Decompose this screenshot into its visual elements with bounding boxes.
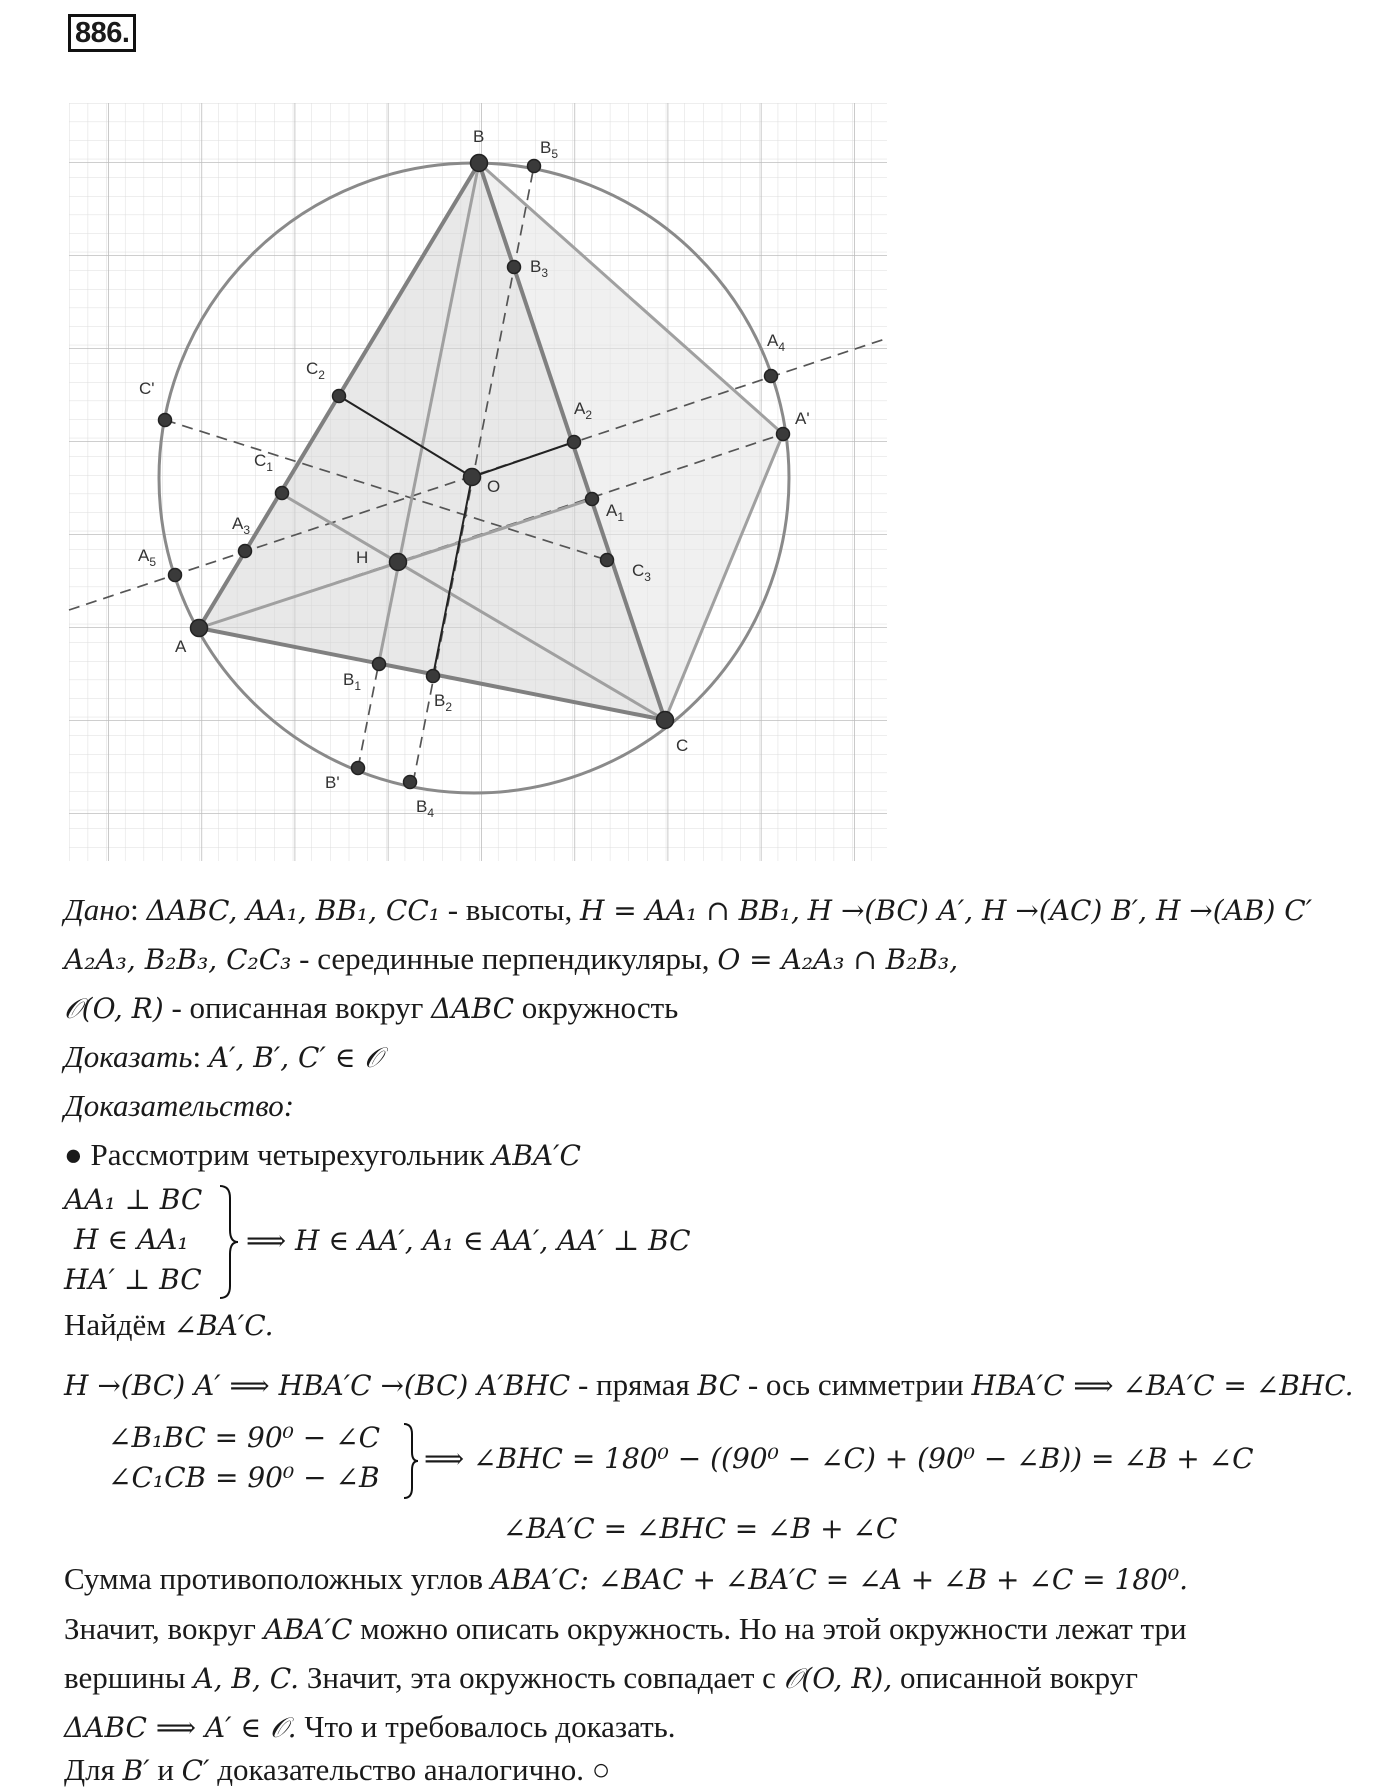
symmetry-math: H →(BC) A′ ⟹ HBA′C →(BC) A′BHC (64, 1369, 571, 1402)
conclusion-2-circle: 𝒪(O, R), (783, 1662, 893, 1695)
label-c-prime: C' (139, 379, 155, 398)
prove-line: Доказать: A′, B′, C′ ∈ 𝒪 (64, 1039, 382, 1074)
construction-diagram (0, 0, 1400, 880)
system-2-result: ⟹ ∠BHC = 180⁰ − ((90⁰ − ∠C) + (90⁰ − ∠B)) = ∠B + ∠C (424, 1442, 1254, 1475)
conclusion-2-vertices: A, B, C. (193, 1662, 300, 1695)
conclusion-line-2 (64, 1661, 1384, 1696)
label-c2: $C_2$ (306, 359, 325, 382)
label-o: O (487, 477, 501, 496)
conclusion-2-e: описанной вокруг (900, 1660, 1138, 1695)
system-1-result: ⟹ H ∈ AA′, A₁ ∈ AA′, AA′ ⊥ BC (246, 1224, 691, 1257)
label-a2: $A_2$ (574, 399, 593, 422)
system-1-line-3: HA′ ⊥ BC (64, 1263, 202, 1296)
conclusion-line-1 (64, 1612, 1384, 1647)
final-line (64, 1753, 1384, 1788)
final-a: Для (64, 1752, 115, 1787)
symmetry-bc: BC (697, 1369, 741, 1402)
system-2-lines (108, 1418, 380, 1498)
bisectors-text: - серединные перпендикуляры, (299, 941, 710, 976)
system-2-brace (402, 1422, 420, 1500)
triangle-abc: ΔABC (431, 992, 515, 1025)
label-c3: $C_3$ (632, 561, 651, 584)
system-2 (108, 1418, 380, 1498)
final-c: и (157, 1752, 174, 1787)
given-line-2 (64, 942, 1384, 977)
conclusion-line-3 (64, 1710, 1384, 1745)
system-1-lines (64, 1180, 202, 1300)
sum-math: ABA′C: ∠BAC + ∠BA′C = ∠A + ∠B + ∠C = 180⁰. (490, 1563, 1189, 1596)
conclusion-2-a: вершины (64, 1660, 186, 1695)
label-b-prime: B' (325, 773, 340, 792)
symmetry-text-1: - прямая (577, 1367, 690, 1402)
conclusion-3-math: ΔABC ⟹ A′ ∈ 𝒪. (64, 1711, 297, 1744)
prove-label: Доказать (64, 1039, 193, 1074)
label-c: C (676, 736, 689, 755)
system-1 (64, 1180, 202, 1300)
conclusion-1-b: можно описать окружность. Но на этой окружности лежат три (360, 1611, 1187, 1646)
label-a4: $A_4$ (767, 331, 786, 354)
final-c-prime: C′ (181, 1754, 210, 1787)
given-triangle-altitudes: ΔABC, AA₁, BB₁, CC₁ (146, 894, 440, 927)
final-e: доказательство аналогично. ○ (217, 1752, 611, 1787)
find-angle: ∠BA′C. (173, 1309, 274, 1342)
final-b-prime: B′ (122, 1754, 150, 1787)
symmetry-line (64, 1368, 1384, 1403)
conclusion-1-a: Значит, вокруг (64, 1611, 256, 1646)
sum-text: Сумма противоположных углов (64, 1561, 483, 1596)
given-reflections: H →(BC) A′, H →(AC) B′, H →(AB) C′ (807, 894, 1313, 927)
symmetry-text-2: - ось симметрии (747, 1367, 964, 1402)
given-line-3 (64, 991, 1384, 1026)
circle-symbol: 𝒪(O, R) (64, 992, 164, 1025)
centered-equation: ∠BA′C = ∠BHC = ∠B + ∠C (502, 1512, 898, 1545)
conclusion-1-quad: ABA′C (263, 1613, 353, 1646)
system-1-line-1: AA₁ ⊥ BC (64, 1183, 203, 1216)
conclusion-2-c: Значит, эта окружность совпадает с (306, 1660, 776, 1695)
given-line-1: Дано: ΔABC, AA₁, BB₁, CC₁ - высоты, H = AA₁ ∩ BB₁, H →(BC) A′, H →(AC) B′, H →(AB) C′ (64, 892, 1313, 927)
label-c1: $C_1$ (254, 451, 273, 474)
given-h-definition: H = AA₁ ∩ BB₁, (579, 894, 800, 927)
consider-quadrilateral: ABA′C (492, 1139, 581, 1172)
circle-word: окружность (521, 990, 679, 1025)
label-a: A (175, 637, 187, 656)
circumscribed-text: - описанная вокруг (171, 990, 424, 1025)
find-text: Найдём (64, 1307, 166, 1342)
label-a1: $A_1$ (606, 501, 625, 524)
prove-statement: A′, B′, C′ ∈ 𝒪 (208, 1041, 382, 1074)
proof-heading: Доказательство: (64, 1088, 295, 1123)
o-definition: O = A₂A₃ ∩ B₂B₃, (717, 943, 959, 976)
bisectors-math: A₂A₃, B₂B₃, C₂C₃ (64, 943, 292, 976)
label-a-prime: A' (795, 409, 810, 428)
label-b4: $B_4$ (416, 797, 435, 820)
consider-line (64, 1138, 1384, 1173)
given-altitudes-text: - высоты, (447, 892, 573, 927)
label-b: B (473, 127, 485, 146)
label-b5: $B_5$ (540, 138, 559, 161)
label-b2: $B_2$ (434, 691, 453, 714)
system-1-brace (218, 1184, 240, 1300)
label-a3: $A_3$ (232, 514, 251, 537)
system-1-line-2: H ∈ AA₁ (74, 1223, 189, 1256)
conclusion-3-text: Что и требовалось доказать. (304, 1709, 676, 1744)
consider-text: ● Рассмотрим четырехугольник (64, 1137, 485, 1172)
label-b1: $B_1$ (343, 670, 362, 693)
system-2-line-1: ∠B₁BC = 90⁰ − ∠C (108, 1421, 381, 1454)
find-line (64, 1308, 1384, 1343)
system-2-line-2: ∠C₁CB = 90⁰ − ∠B (108, 1461, 380, 1494)
label-h: H (356, 548, 369, 567)
given-label: Дано (64, 892, 131, 927)
label-a5: $A_5$ (138, 546, 157, 569)
label-b3: $B_3$ (530, 257, 549, 280)
symmetry-math-2: HBA′C ⟹ ∠BA′C = ∠BHC. (971, 1369, 1354, 1402)
problem-number: 886. (68, 14, 136, 52)
sum-line (64, 1562, 1384, 1597)
